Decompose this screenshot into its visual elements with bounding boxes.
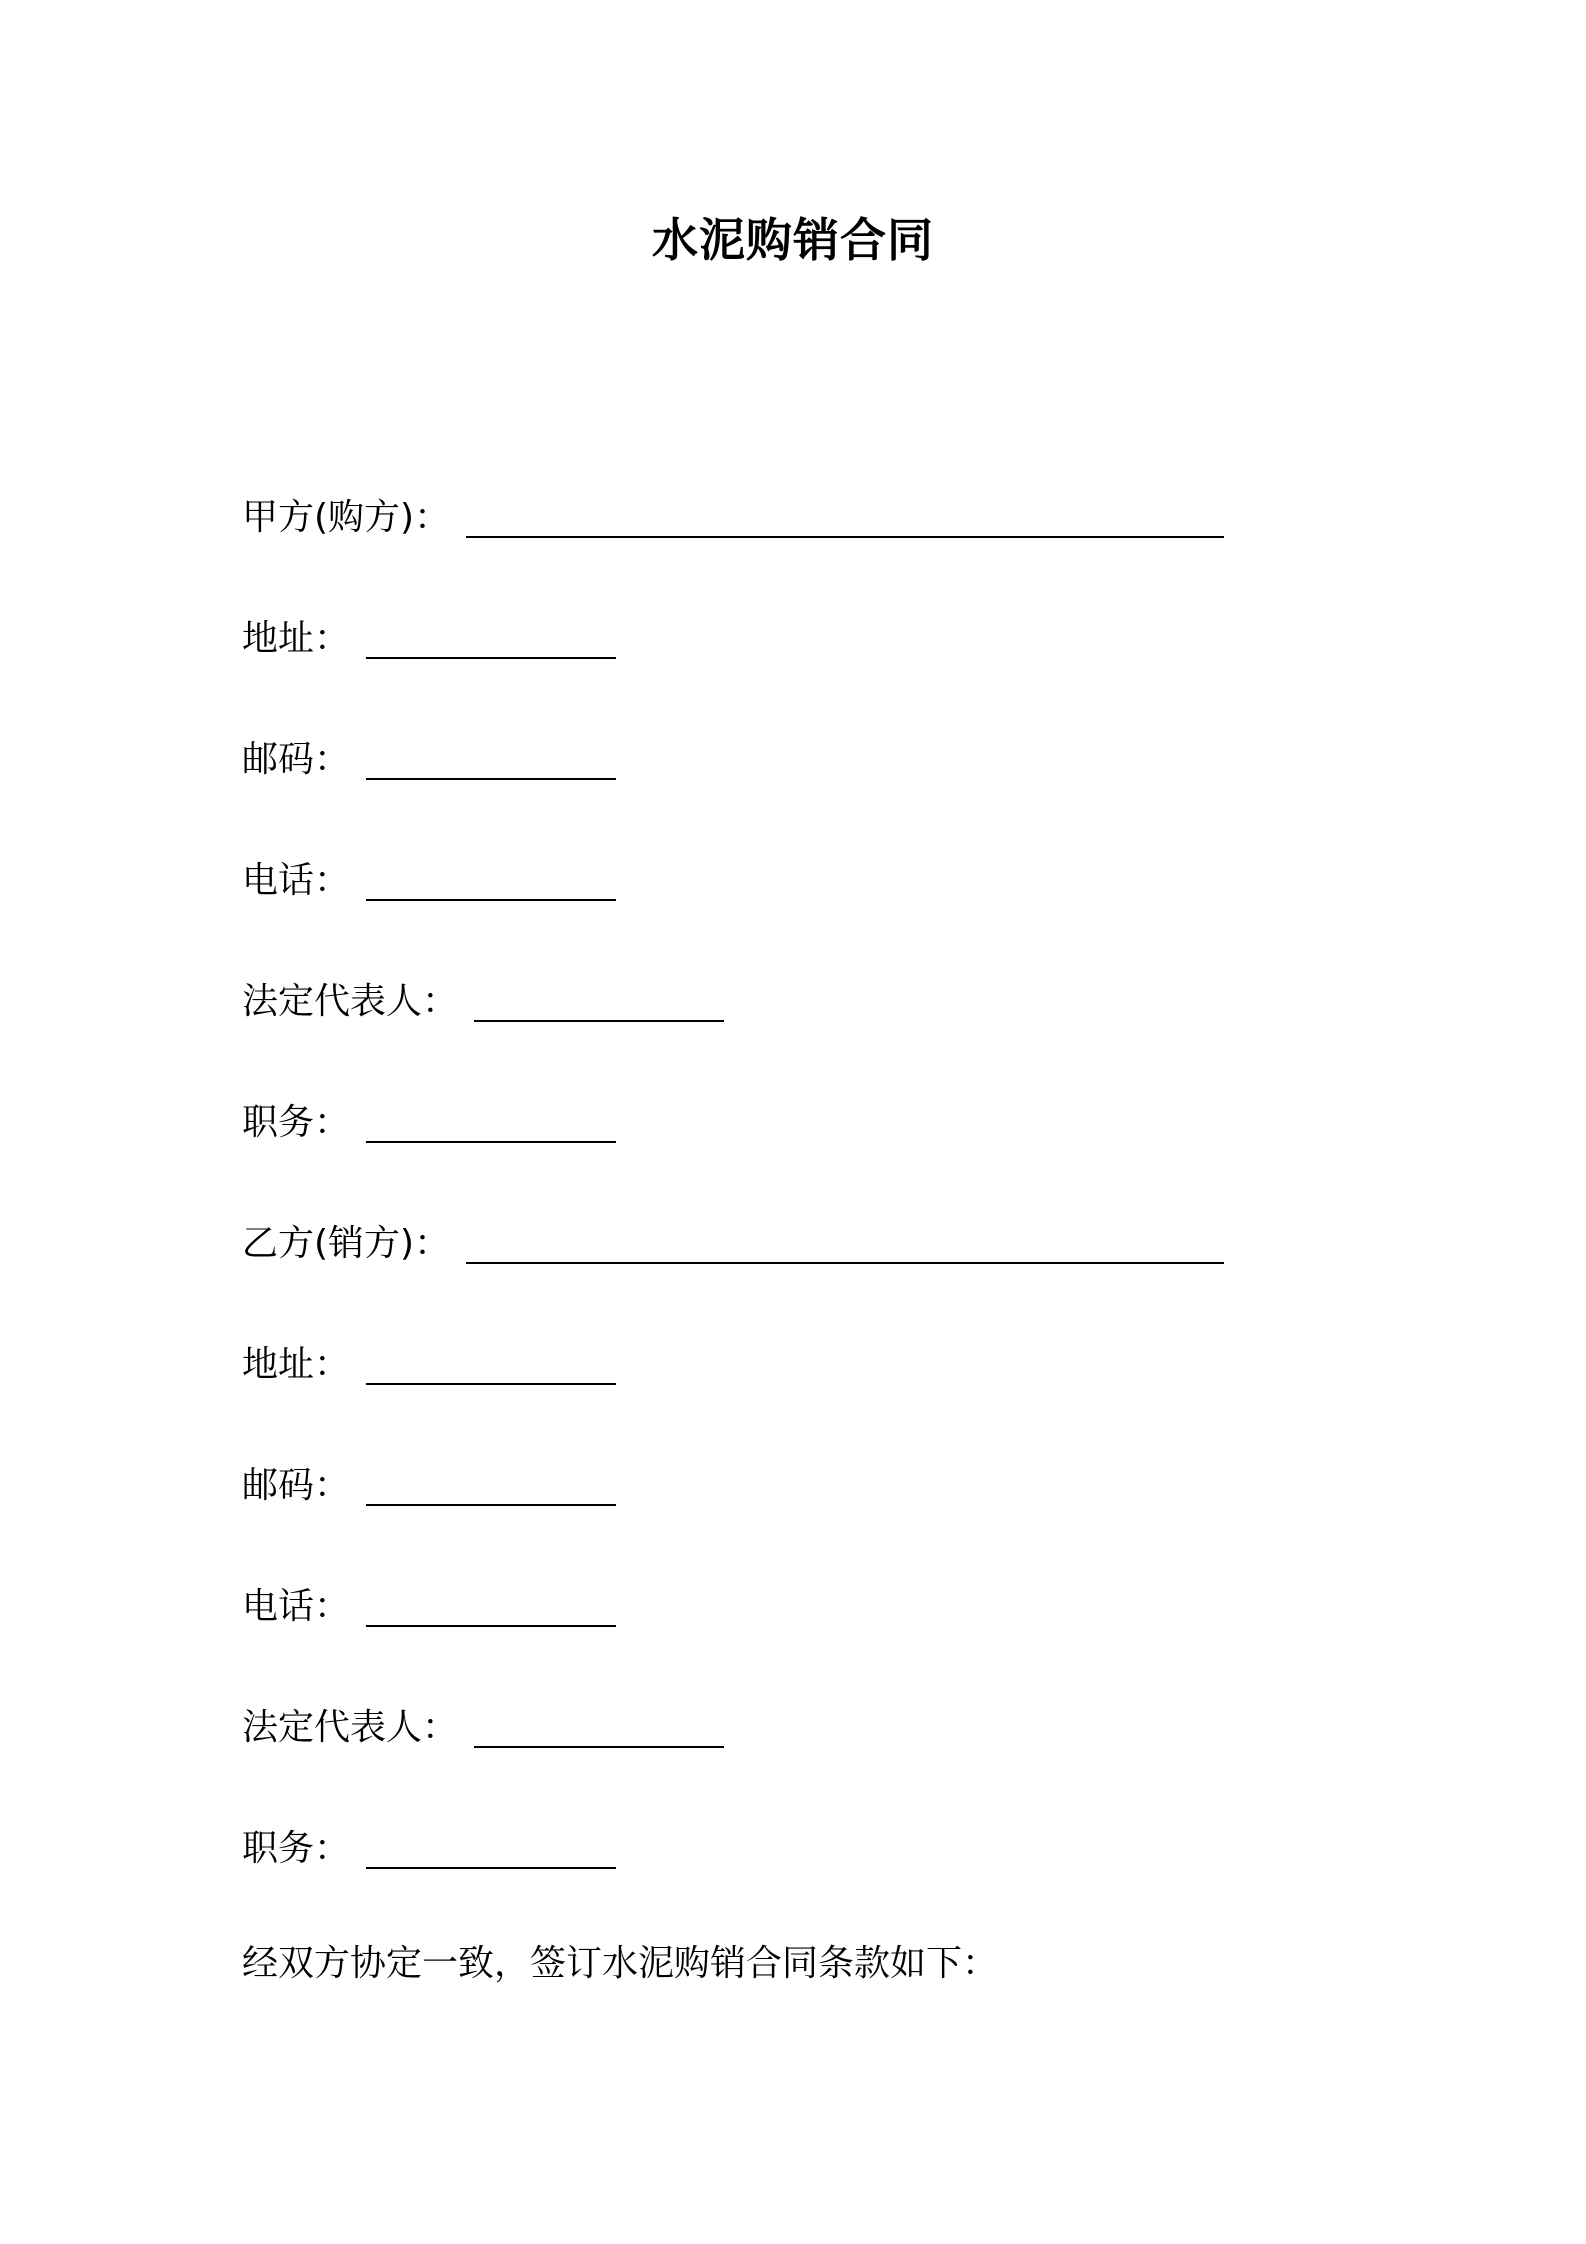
party-a-legal-rep-row xyxy=(242,974,724,1026)
party-a-legal-rep-blank xyxy=(474,980,724,1022)
party-a-postcode-blank xyxy=(366,738,616,780)
party-b-postcode-label: 邮码： xyxy=(242,1465,351,1506)
party-a-postcode-row xyxy=(242,732,616,784)
party-a-phone-label: 电话： xyxy=(242,860,351,901)
party-a-position-label: 职务： xyxy=(242,1102,351,1143)
party-b-name-row xyxy=(242,1216,1224,1268)
party-b-address-label: 地址： xyxy=(242,1344,351,1385)
party-a-position-row xyxy=(242,1095,616,1147)
party-b-phone-row xyxy=(242,1579,616,1631)
party-a-name-row xyxy=(242,490,1224,542)
party-b-position-label: 职务： xyxy=(242,1828,351,1869)
party-b-postcode-row xyxy=(242,1458,616,1510)
party-a-address-blank xyxy=(366,617,616,659)
party-a-address-row xyxy=(242,611,616,663)
party-b-address-row xyxy=(242,1337,616,1389)
party-b-position-row xyxy=(242,1821,616,1873)
party-a-postcode-label: 邮码： xyxy=(242,739,351,780)
party-a-phone-blank xyxy=(366,859,616,901)
document-title: 水泥购销合同 xyxy=(652,213,934,267)
party-b-postcode-blank xyxy=(366,1464,616,1506)
party-b-legal-rep-blank xyxy=(474,1706,724,1748)
party-a-legal-rep-label: 法定代表人： xyxy=(242,981,459,1022)
party-b-legal-rep-label: 法定代表人： xyxy=(242,1707,459,1748)
party-a-address-label: 地址： xyxy=(242,618,351,659)
contract-intro-text: 经双方协定一致，签订水泥购销合同条款如下： xyxy=(242,1943,999,1984)
party-b-name-label: 乙方(销方)： xyxy=(242,1223,451,1264)
party-a-position-blank xyxy=(366,1101,616,1143)
party-a-phone-row xyxy=(242,853,616,905)
party-b-position-blank xyxy=(366,1827,616,1869)
party-a-name-label: 甲方(购方)： xyxy=(242,497,451,538)
party-b-name-blank xyxy=(466,1222,1224,1264)
party-b-phone-label: 电话： xyxy=(242,1586,351,1627)
party-a-name-blank xyxy=(466,496,1224,538)
party-b-phone-blank xyxy=(366,1585,616,1627)
party-b-address-blank xyxy=(366,1343,616,1385)
party-b-legal-rep-row xyxy=(242,1700,724,1752)
